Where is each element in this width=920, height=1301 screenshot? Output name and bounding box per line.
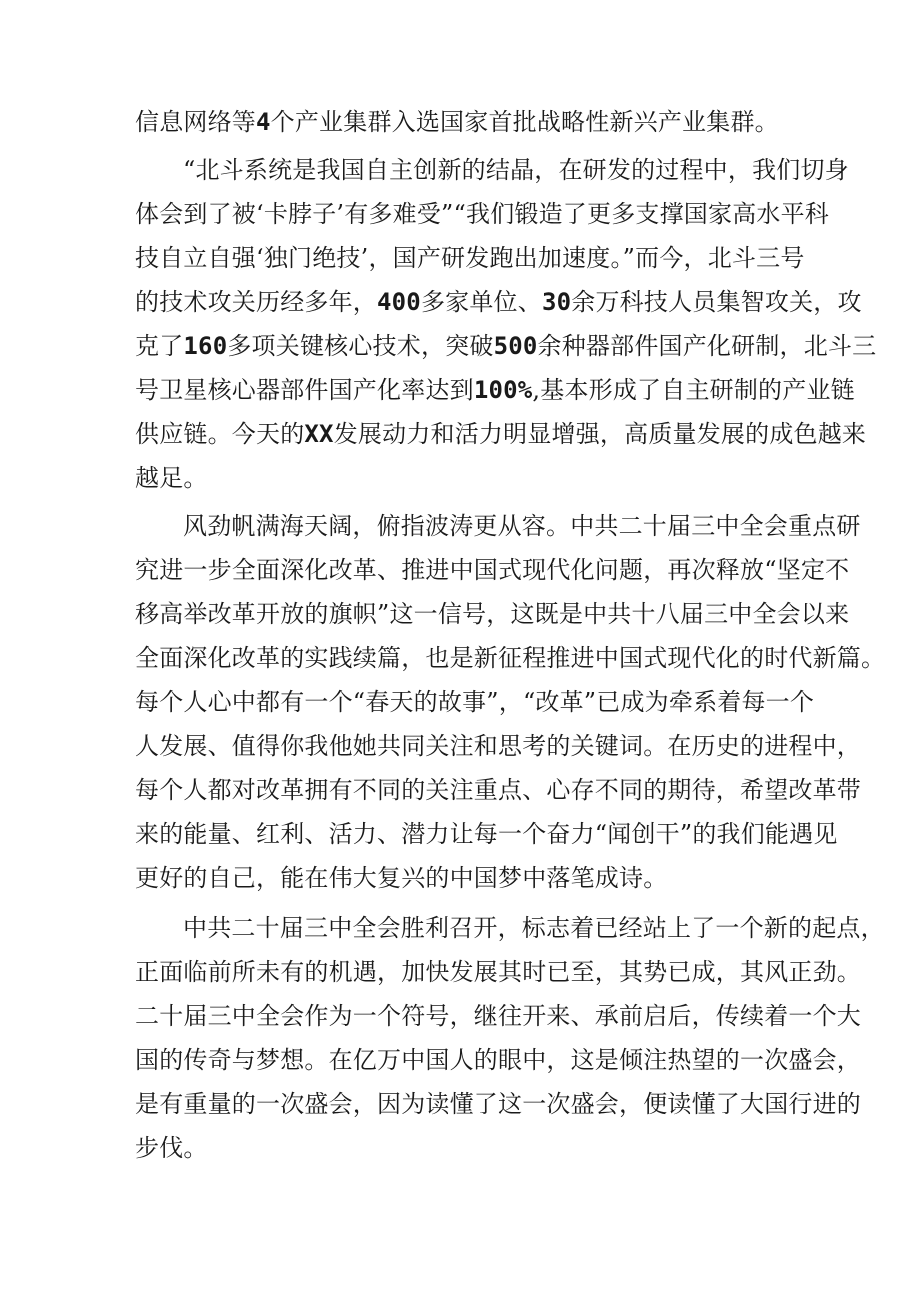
paragraph-3-line-5: 每个人心中都有一个“春天的故事”，“改革”已成为牵系着每一个 <box>135 688 815 716</box>
paragraph-1-line-1: 信息网络等4个产业集群入选国家首批战略性新兴产业集群。 <box>135 108 779 136</box>
paragraph-2-line-6: 号卫星核心器部件国产化率达到100%,基本形成了自主研制的产业链 <box>135 376 855 404</box>
paragraph-4-line-2: 正面临前所未有的机遇，加快发展其时已至，其势已成，其风正劲。 <box>135 958 861 986</box>
paragraph-2-line-2: 体会到了被‘卡脖子’有多难受”“我们锻造了更多支撑国家高水平科 <box>135 200 829 228</box>
paragraph-2-line-4: 的技术攻关历经多年，400多家单位、30余万科技人员集智攻关，攻 <box>135 288 862 316</box>
paragraph-3-line-8: 来的能量、红利、活力、潜力让每一个奋力“闻创干”的我们能遇见 <box>135 820 838 848</box>
paragraph-3-line-1: 风劲帆满海天阔，俯指波涛更从容。中共二十届三中全会重点研 <box>183 512 861 540</box>
paragraph-2-line-1: “北斗系统是我国自主创新的结晶，在研发的过程中，我们切身 <box>183 156 849 184</box>
paragraph-3-line-6: 人发展、值得你我他她共同关注和思考的关键词。在历史的进程中， <box>135 732 861 760</box>
paragraph-4-line-4: 国的传奇与梦想。在亿万中国人的眼中，这是倾注热望的一次盛会， <box>135 1046 861 1074</box>
paragraph-4-line-6: 步伐。 <box>135 1134 208 1162</box>
paragraph-2-line-5: 克了160多项关键核心技术，突破500余种器部件国产化研制，北斗三 <box>135 332 877 360</box>
paragraph-4-line-3: 二十届三中全会作为一个符号，继往开来、承前启后，传续着一个大 <box>135 1002 861 1030</box>
paragraph-3-line-4: 全面深化改革的实践续篇，也是新征程推进中国式现代化的时代新篇。 <box>135 644 886 672</box>
paragraph-4-line-1: 中共二十届三中全会胜利召开，标志着已经站上了一个新的起点， <box>183 914 885 942</box>
paragraph-2-line-8: 越足。 <box>135 464 208 492</box>
paragraph-3-line-9: 更好的自己，能在伟大复兴的中国梦中落笔成诗。 <box>135 864 668 892</box>
paragraph-3-line-7: 每个人都对改革拥有不同的关注重点、心存不同的期待，希望改革带 <box>135 776 861 804</box>
paragraph-3-line-3: 移高举改革开放的旗帜”这一信号，这既是中共十八届三中全会以来 <box>135 600 850 628</box>
paragraph-2-line-7: 供应链。今天的XX发展动力和活力明显增强，高质量发展的成色越来 <box>135 420 867 448</box>
paragraph-4-line-5: 是有重量的一次盛会，因为读懂了这一次盛会，便读懂了大国行进的 <box>135 1090 861 1118</box>
paragraph-2-line-3: 技自立自强‘独门绝技’，国产研发跑出加速度。”而今，北斗三号 <box>135 244 805 272</box>
paragraph-3-line-2: 究进一步全面深化改革、推进中国式现代化问题，再次释放“坚定不 <box>135 556 850 584</box>
